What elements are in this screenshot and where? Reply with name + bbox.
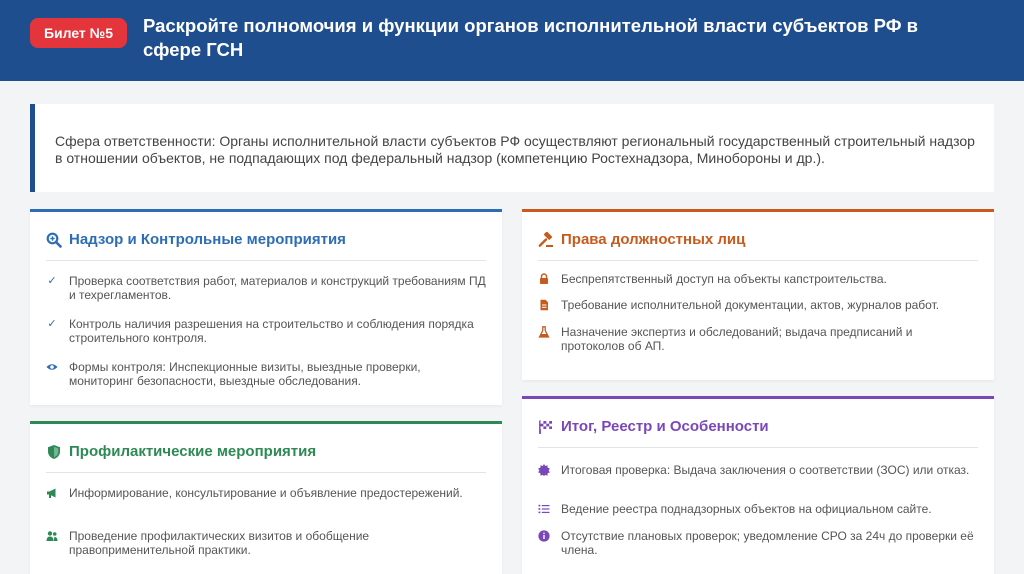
- card-header: [538, 212, 978, 261]
- certificate-icon: [538, 464, 550, 476]
- ticket-badge: Билет №5: [30, 18, 127, 48]
- list-item: [538, 502, 978, 518]
- users-icon: [46, 530, 58, 542]
- item-text: Требование исполнительной документации, актов, журналов работ.: [561, 298, 940, 312]
- item-text: Контроль наличия разрешения на строительство и соблюдения порядка строительного контроля.: [69, 317, 474, 345]
- item-text: Ведение реестра поднадзорных объектов на официальном сайте.: [561, 502, 932, 516]
- card-title: Профилактические мероприятия: [69, 443, 317, 460]
- card-prevention: [30, 421, 502, 574]
- list-item: [538, 298, 978, 314]
- flag-icon: [538, 419, 554, 435]
- list-item: [46, 274, 486, 304]
- page-title: Раскройте полномочия и функции органов исполнительной власти субъектов РФ в сфере ГСН: [143, 15, 919, 60]
- item-text: Итоговая проверка: Выдача заключения о соответствии (ЗОС) или отказ.: [561, 463, 970, 477]
- check-icon: ✓: [47, 318, 57, 330]
- info-circle-icon: [538, 530, 550, 542]
- list-item: [46, 317, 486, 347]
- list-icon: [538, 503, 550, 515]
- card-header: [538, 399, 978, 448]
- item-text: Формы контроля: Инспекционные визиты, выездные проверки, мониторинг безопасности, выездные обследования.: [69, 360, 421, 388]
- intro-text: Сфера ответственности: Органы исполнительной власти субъектов РФ осуществляют региональный государственный строительный надзор в отношении объектов, не подпадающих под федеральный надзор (компетенцию Ростехнадзора, Минобороны и др.).: [55, 133, 975, 166]
- list-item: [538, 463, 978, 479]
- item-text: Информирование, консультирование и объявление предостережений.: [69, 486, 463, 500]
- item-text: Назначение экспертиз и обследований; выдача предписаний и протоколов об АП.: [561, 325, 913, 353]
- eye-icon: [46, 361, 58, 373]
- megaphone-icon: [46, 487, 58, 499]
- document-icon: [538, 299, 550, 311]
- item-text: Беспрепятственный доступ на объекты капстроительства.: [561, 272, 887, 286]
- lock-icon: [538, 273, 550, 285]
- list-item: [46, 529, 486, 559]
- gavel-icon: [538, 232, 554, 248]
- item-text: Отсутствие плановых проверок; уведомление СРО за 24ч до проверки её члена.: [561, 529, 974, 557]
- card-header: [46, 212, 486, 261]
- shield-icon: [46, 444, 62, 460]
- card-control: [30, 209, 502, 405]
- list-item: [538, 325, 978, 355]
- item-text: Проверка соответствия работ, материалов и конструкций требованиям ПД и техрегламентов.: [69, 274, 486, 302]
- flask-icon: [538, 326, 550, 338]
- header-bar: [0, 0, 1024, 81]
- card-header: [46, 424, 486, 473]
- card-summary: [522, 396, 994, 574]
- magnifier-icon: [46, 232, 62, 248]
- card-title: Итог, Реестр и Особенности: [561, 418, 769, 435]
- list-item: [46, 486, 486, 516]
- item-text: Проведение профилактических визитов и обобщение правоприменительной практики.: [69, 529, 370, 557]
- card-rights: [522, 209, 994, 380]
- check-icon: ✓: [47, 275, 57, 287]
- intro-block: [30, 104, 994, 192]
- list-item: [538, 529, 978, 559]
- list-item: [46, 360, 486, 390]
- list-item: [538, 272, 978, 288]
- card-title: Надзор и Контрольные мероприятия: [69, 231, 346, 248]
- card-title: Права должностных лиц: [561, 231, 746, 248]
